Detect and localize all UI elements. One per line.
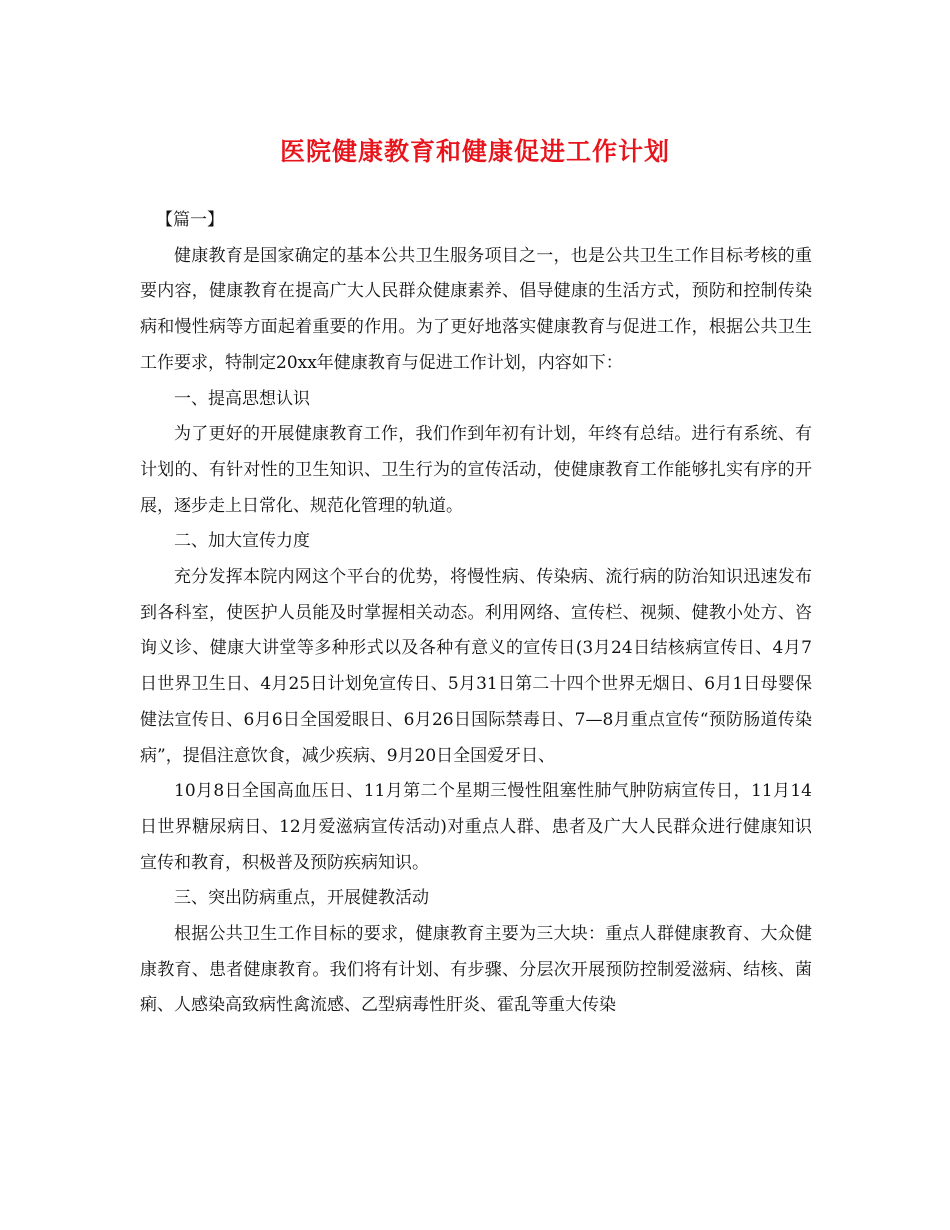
document-body <box>140 203 812 1024</box>
section-label: 【篇一】 <box>156 210 224 230</box>
document-title: 医院健康教育和健康促进工作计划 <box>279 137 670 166</box>
paragraph-intro: 健康教育是国家确定的基本公共卫生服务项目之一，也是公共卫生工作目标考核的重要内容，健康教育在提高广大人民群众健康素养、倡导健康的生活方式，预防和控制传染病和慢性病等方面起着重要的作用。为了更好地落实健康教育与促进工作，根据公共卫生工作要求，特制定20xx年健康教育与促进工作计划，内容如下： <box>140 245 812 373</box>
paragraph-2-cont: 10月8日全国高血压日、11月第二个星期三慢性阻塞性肺气肿防病宣传日，11月14日世界糖尿病日、12月爱滋病宣传活动)对重点人群、患者及广大人民群众进行健康知识宣传和教育，积极普及预防疾病知识。 <box>140 781 812 873</box>
paragraph-3: 根据公共卫生工作目标的要求，健康教育主要为三大块：重点人群健康教育、大众健康教育、患者健康教育。我们将有计划、有步骤、分层次开展预防控制爱滋病、结核、菌痢、人感染高致病性禽流感、乙型病毒性肝炎、霍乱等重大传染 <box>140 924 812 1016</box>
paragraph-2: 充分发挥本院内网这个平台的优势，将慢性病、传染病、流行病的防治知识迅速发布到各科室，使医护人员能及时掌握相关动态。利用网络、宣传栏、视频、健教小处方、咨询义诊、健康大讲堂等多种形式以及各种有意义的宣传日(3月24日结核病宣传日、4月7日世界卫生日、4月25日计划免宣传日、5月31日第二十四个世界无烟日、6月1日母婴保健法宣传日、6月6日全国爱眼日、6月26日国际禁毒日、7—8月重点宣传“预防肠道传染病”，提倡注意饮食，减少疾病、9月20日全国爱牙日、 <box>140 567 812 766</box>
heading-2: 二、加大宣传力度 <box>174 531 310 552</box>
heading-3: 三、突出防病重点，开展健教活动 <box>174 888 429 909</box>
heading-1: 一、提高思想认识 <box>174 388 310 409</box>
paragraph-1: 为了更好的开展健康教育工作，我们作到年初有计划，年终有总结。进行有系统、有计划的、有针对性的卫生知识、卫生行为的宣传活动，使健康教育工作能够扎实有序的开展，逐步走上日常化、规范化管理的轨道。 <box>140 424 812 516</box>
